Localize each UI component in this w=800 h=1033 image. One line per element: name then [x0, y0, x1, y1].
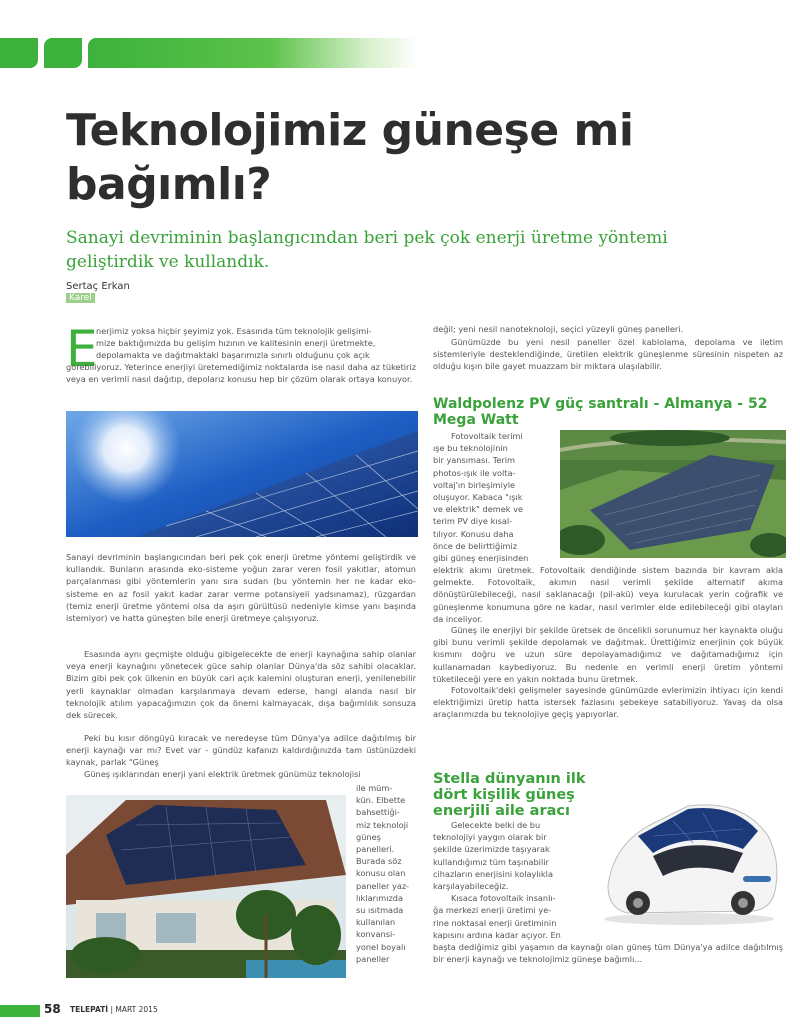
col2-paragraph-2: Günümüzde bu yeni nesil paneller özel kablolama, depolama ve iletim sistemleriyle desteklendiğinde, üretilen elektrik güneşlenme süresinin nispeten az olduğu kışın bile gayet muazzam bir miktara ulaşılabilir. — [433, 337, 783, 372]
wrap-line: konvansi- — [356, 929, 396, 940]
intro-line: depolamakta ve dağıtmaktaki başarımızla sınırlı olduğunu çok açık — [96, 350, 370, 361]
wrap-line: Kısaca fotovoltaik insanlı- — [451, 893, 556, 904]
subtitle-line-2: geliştirdik ve kullandık. — [66, 252, 270, 272]
wrap-line: panelleri. — [356, 844, 395, 855]
paragraph-5: Güneş ışıklarından enerji yani elektrik üretmek günümüz teknolojisi — [84, 769, 361, 779]
s2-wrap-text — [433, 819, 583, 941]
page-number: 58 — [44, 1002, 61, 1016]
intro-lines — [96, 325, 416, 362]
house-wrap-text — [356, 782, 418, 965]
wrap-line: kün. Elbette — [356, 795, 406, 806]
wrap-line: voltaj'ın birleşimiyle — [433, 479, 516, 490]
s1-wrap-text — [433, 430, 551, 564]
wrap-line: önce de belirttiğimiz — [433, 540, 518, 551]
wrap-line: cihazların enerjisini kolaylıkla — [433, 868, 553, 879]
wrap-line: miz teknoloji — [356, 819, 409, 830]
section-heading-line: Stella dünyanın ilk — [433, 771, 586, 787]
subtitle-line-1: Sanayi devriminin başlangıcından beri pek çok enerji üretme yöntemi — [66, 228, 668, 248]
section-heading-stella — [433, 771, 593, 819]
wrap-line: bahsettiği- — [356, 807, 400, 818]
header-accent-block-1 — [0, 38, 38, 68]
footer-separator: | — [110, 1005, 116, 1014]
wrap-line: Fotovoltaik terimi — [451, 431, 523, 441]
solar-car-image — [593, 791, 785, 927]
paragraph-4: Peki bu kısır döngüyü kıracak ve neredeyse tüm Dünya'ya adilce dağıtılmış bir enerji kaynağı var mı? Evet var - gündüz kafanızı kaldırdığınızda tam üstünüzdeki kaynak, parlak "Güneş — [66, 733, 416, 768]
wrap-line: kullanılan — [356, 917, 396, 928]
section-heading-line: Waldpolenz PV güç santralı - Almanya - 52 — [433, 396, 768, 412]
section-heading-line: Mega Watt — [433, 412, 519, 428]
footer-magazine — [70, 1005, 158, 1014]
magazine-name: TELEPATİ — [70, 1005, 109, 1014]
wrap-line: karşılayabileceğiz. — [433, 881, 509, 892]
wrap-line: bir yansıması. Terim — [433, 455, 516, 466]
wrap-line: su ısıtmada — [356, 905, 404, 916]
header-accent-bar — [88, 38, 418, 68]
footer-accent-bar — [0, 1005, 40, 1017]
s1-continued: elektrik akımı üretmek. Fotovoltaik dendiğinde sistem bazında bir kavram akla gelmekte. Fotovoltaik, akımın nasıl verimli şekilde alternatif akıma dönüştürülebileceği, nasıl saklanacağı (pil-akü) veya kurulacak yerin coğrafik ve güneşlenme konumuna göre ne kadar, nasıl verimler elde edilebileceği gibi olayları da inceliyor. — [433, 565, 783, 624]
s2-continued: başta dediğimiz gibi yaşamın da kaynağı olan güneş tüm Dünya'ya adilce dağıtılmış bir enerji kaynağı ve teknolojimiz güneşe bağımlı... — [433, 942, 783, 965]
wrap-line: photos-ışık ile volta- — [433, 467, 516, 478]
wrap-line: ve elektrik" demek ve — [433, 504, 524, 515]
col2-paragraph-1: değil; yeni nesil nanoteknoloji, seçici yüzeyli güneş panelleri. — [433, 324, 684, 334]
wrap-line: terim PV diye kısal- — [433, 516, 513, 527]
wrap-line: ışe bu teknolojinin — [433, 443, 508, 454]
solar-farm-aerial-image — [560, 430, 786, 558]
issue-date: MART 2015 — [115, 1005, 158, 1014]
wrap-line: ğa merkezi enerji üretimi ye- — [433, 905, 552, 916]
title-line-1: Teknolojimiz güneşe mi — [66, 105, 634, 156]
wrap-line: güneş — [356, 831, 381, 842]
wrap-line: şekilde üzerimizde taşıyarak — [433, 844, 550, 855]
title-line-2: bağımlı? — [66, 159, 272, 210]
wrap-line: teknolojiyi yaygın olarak bir — [433, 832, 547, 843]
wrap-line: Burada söz — [356, 856, 402, 867]
wrap-line: oluşuyor. Kabaca "ışık — [433, 492, 523, 503]
intro-paragraph-rest: görebiliyoruz. Yeterince enerjiyi üretemediğimiz noktalarda ise nasıl daha az tüketiriz veya en verimli nasıl dağıtıp, depolarız konusu hep bir çözüm olarak ortaya konuyor. — [66, 362, 416, 385]
s1-paragraph-3: Fotovoltaik'deki gelişmeler sayesinde günümüzde evlerimizin ihtiyacı için kendi elektriğimizi üretip hatta istersek fazlasını şebekeye satabiliyoruz. Yavaş da olsa araçlarımızda bu teknolojiye geçiş yapıyorlar. — [433, 685, 783, 720]
wrap-line: konusu olan — [356, 868, 406, 879]
section-heading-waldpolenz — [433, 396, 783, 428]
wrap-line: tılıyor. Konusu daha — [433, 528, 514, 539]
section-heading-line: enerjili aile aracı — [433, 803, 570, 819]
wrap-line: kapısını ardına kadar açıyor. En — [433, 929, 561, 940]
wrap-line: kullandığımız tüm taşınabilir — [433, 856, 549, 867]
section-heading-line: dört kişilik güneş — [433, 787, 575, 803]
wrap-line: ile müm- — [356, 783, 393, 793]
house-solar-roof-image — [66, 795, 346, 978]
s1-paragraph-2: Güneş ile enerjiyi bir şekilde üretsek de öncelikli sorunumuz her kaynakta oluğu gibi bunu verimli şekilde depolamak ve dağıtmak. Ürettiğimiz enerjinin çok büyük kısmını doğru ve uzun süre depolayamadığımız ve dağıtamadığımız için kullanamadan kaybediyoruz. Bu nedenle en verimli enerji üretim yöntemi tüketileceği yere en yakın noktada bunu üretmek. — [433, 625, 783, 684]
wrap-line: yonel boyalı — [356, 941, 406, 952]
intro-line: mize baktığımızda bu gelişim hızının ve kalitesinin enerji üretmekte, — [96, 338, 376, 349]
wrap-line: gibi güneş enerjisinden — [433, 553, 529, 564]
paragraph-3: Esasında aynı geçmişte olduğu gibigelecekte de enerji kaynağına sahip olanlar veya enerji kaynağını yönetecek güce sahip olanlar Dünya'da söz sahibi olacaklar. Bizim gibi pek çok ülkenin en büyük cari açık kalemini oluşturan enerji, yenilenebilir yerli kaynaklar olmadan karşılanmaya devam ederse, hangi alanda nasıl bir teknolojik atılım yapacağımızın çok da önemi kalmayacak, dışa bağımlılık sonsuza dek sürecek. — [66, 649, 416, 721]
paragraph-2: Sanayi devriminin başlangıcından beri pek çok enerji üretme yöntemi geliştirdik ve kullandık. Bunların arasında eko-sisteme yoğun zarar veren fosil yakıtlar, atomun parçalanması gibi yöntemlerin yanı sıra sudan (bu yöntemin her ne kadar eko-sisteme en az fosil yakıt kadar zarar verme potansiyeli yadsınamaz), rüzgardan (temiz enerji üretme yöntemi olsa da aşırı gürültüsü nedeniyle kimse yanı başında istemiyor) ve hatta güneşten bile enerji üretmeye çalışıyoruz. — [66, 552, 416, 624]
wrap-line: paneller yaz- — [356, 880, 410, 891]
author-affiliation: Karel — [66, 293, 95, 303]
article-subtitle — [66, 226, 746, 274]
wrap-line: paneller — [356, 953, 390, 964]
wrap-line: Gelecekte belki de bu — [451, 820, 541, 830]
drop-cap: E — [66, 320, 98, 378]
intro-line: nerjimiz yoksa hiçbir şeyimiz yok. Esasında tüm teknolojik gelişimi- — [96, 326, 372, 336]
author-name: Sertaç Erkan — [66, 281, 130, 292]
wrap-line: rine noktasal enerji üretiminin — [433, 917, 557, 928]
page-title — [66, 104, 686, 212]
wrap-line: lıklarımızda — [356, 892, 403, 903]
header-accent-block-2 — [44, 38, 82, 68]
solar-panels-sky-image — [66, 411, 418, 537]
